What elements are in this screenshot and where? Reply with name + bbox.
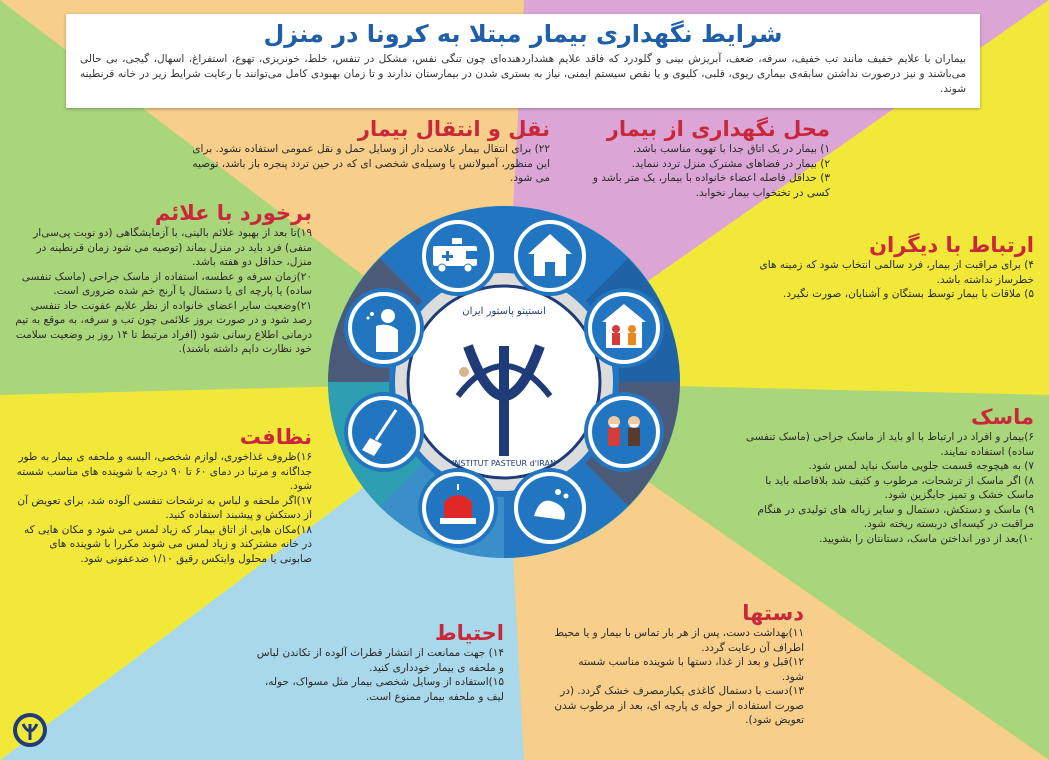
central-wheel xyxy=(318,196,690,568)
list-item: ۶)بیمار و افراد در ارتباط با او باید از ماسک جراحی (ماسک تنفسی ساده) استفاده نمایند. xyxy=(745,431,1034,458)
list-item: ۴) برای مراقبت از بیمار، فرد سالمی انتخاب شود که زمینه های خطرساز نداشته باشد. xyxy=(759,259,1034,286)
list-item: ۱۶)ظروف غذاخوری، لوازم شخصی، البسه و ملحفه ی بیمار به طور جداگانه و مرتبا در دمای ۶۰ تا ۹۰ درجه با شوینده های مناسب شسته شود. xyxy=(16,451,312,492)
masked-family-icon xyxy=(586,394,662,470)
list-item: ۹) ماسک و دستکش، دستمال و سایر زباله های تولیدی در هنگام مراقبت در کیسه‌ای دربسته ریخته شود. xyxy=(757,503,1034,530)
section-mask xyxy=(738,404,1034,546)
section-symptoms xyxy=(14,200,312,357)
section-title: نقل و انتقال بیمار xyxy=(357,117,550,141)
list-item: ۱۹)تا بعد از بهبود علائم بالینی، با آزمایشگاهی (دو نوبت پی‌سی‌ار منفی) فرد باید در منزل بماند (توصیه می شود زمان قرنطینه در منزل، حداقل دو هفته باشد. xyxy=(33,227,312,268)
list-item: ۵) ملاقات با بیمار توسط بستگان و آشنایان، صورت نگیرد. xyxy=(783,288,1034,300)
section-title: نظافت xyxy=(239,425,312,449)
list-item: ۲۲) برای انتقال بیمار علامت دار از وسایل حمل و نقل عمومی استفاده نشود. برای این منظور، آمبولانس یا وسیله‌ی شخصی ای که در حین تردد پنجره باز باشد، توصیه می شود. xyxy=(192,143,550,184)
section-location xyxy=(580,116,830,200)
header-panel xyxy=(66,14,980,108)
list-item: ۱۷)اگر ملحفه و لباس به ترشحات تنفسی آلوده شد، برای تعویض آن از دستکش و پیشبند استفاده کنید. xyxy=(17,494,312,521)
section-title: ارتباط با دیگران xyxy=(869,233,1034,257)
list-item: ۱۵)استفاده از وسایل شخصی بیمار مثل مسواک، حوله، لیف و ملحفه بیمار ممنوع است. xyxy=(264,676,504,703)
institute-logo-icon xyxy=(12,712,48,748)
section-title: دستها xyxy=(742,601,804,625)
list-item: ۱۸)مکان هایی از اتاق بیمار که زیاد لمس می شود و مکان هایی که در خانه مشترکند و زیاد لمس می شوند مکررا با شوینده های صابونی یا محلول وایتکس رقیق ۱/۱۰ ضدعفونی شود. xyxy=(24,523,312,565)
house-icon xyxy=(512,218,588,294)
family-icon xyxy=(586,290,662,366)
section-title: احتیاط xyxy=(434,621,504,645)
page-title: شرایط نگهداری بیمار مبتلا به کرونا در منزل xyxy=(263,20,783,48)
handwash-icon xyxy=(512,470,588,546)
list-item: ۲) بیمار در فضاهای مشترک منزل تردد ننمايد. xyxy=(631,157,830,170)
coughing-person-icon xyxy=(346,290,422,366)
section-caution xyxy=(250,620,504,704)
list-item: ۱۴) جهت ممانعت از انتشار قطرات آلوده از تکاندن لباس و ملحفه ی بیمار خودداری کنید. xyxy=(256,647,504,674)
broom-icon xyxy=(346,394,422,470)
list-item: ۱۱)بهداشت دست، پس از هر بار تماس با بیمار و یا محیط اطراف آن رعایت گردد. xyxy=(554,627,804,654)
section-hands xyxy=(554,600,804,728)
list-item: ۷) به هیچوجه قسمت جلویی ماسک نباید لمس شود. xyxy=(808,460,1034,472)
section-hygiene xyxy=(14,424,312,566)
list-item: ۸) اگر ماسک از ترشحات، مرطوب و کثیف شد بلافاصله باید با ماسک خشک و تمیز جایگزین شود. xyxy=(765,474,1034,501)
list-item: ۲۰)زمان سرفه و عطسه، استفاده از ماسک جراحی (ماسک تنفسی ساده) یا پارچه ای یا دستمال یا آرنج خم شده ضروری است. xyxy=(21,270,312,297)
siren-icon xyxy=(420,470,496,546)
list-item: ۱) بیمار در یک اتاق جدا با تهویه مناسب باشد. xyxy=(632,143,830,155)
logo-text-fa: انستیتو پاستور ایران xyxy=(462,306,546,317)
section-title: برخورد با علائم xyxy=(154,201,312,225)
list-item: ۱۳)دست با دستمال کاغذی یکبارمصرف خشک گردد. (در صورت استفاده از حوله ی پارچه ای، بعد از مرطوب شدن تعویض شود). xyxy=(554,685,804,726)
ambulance-icon xyxy=(420,218,496,294)
intro-text: بیماران با علایم خفیف مانند تب خفیف، سرفه، ضعف، آبریزش بینی و گلودرد که فاقد علایم هشداردهنده‌ای چون تنگی نفس، مشکل در تنفس، خلط، خونریزی، تهوع، استفراغ، اسهال، گیجی، بی حالی می‌باشند و نیز درصورت نداشتن سابقه‌ی بیماری ریوی، قلبی، کلیوی و یا نقص سیستم ایمنی، نیاز به بستری شدن در بیمارستان ندارند و تا زمان بهبودی کامل می‌توانند با رعایت شرایط زیر در خانه قرنطینه شوند. xyxy=(80,53,966,95)
section-contact xyxy=(744,232,1034,302)
section-title: محل نگهداری از بیمار xyxy=(606,117,830,141)
list-item: ۲۱)وضعیت سایر اعضای خانواده از نظر علایم عفونت حاد تنفسی رصد شود و در صورت بروز علائمی چون تب و سرفه، به موقع به تیم درمانی اطلاع رسانی شود (افراد مرتبط تا ۱۴ روز بر وضعیت سلامت خود نظارت دایم داشته باشند). xyxy=(15,299,312,355)
section-transport xyxy=(190,116,550,186)
list-item: ۱۰)بعد از دور انداختن ماسک، دستانتان را بشویید. xyxy=(819,532,1034,545)
list-item: ۱۲)قبل و بعد از غذا، دستها با شوینده مناسب شسته شود. xyxy=(578,656,804,683)
logo-text-en: INSTITUT PASTEUR d'IRAN xyxy=(452,459,556,468)
section-title: ماسک xyxy=(970,405,1034,429)
list-item: ۳) حداقل فاصله اعضاء خانواده با بیمار، یک متر باشد و کسی در تختخواب بیمار نخوابد. xyxy=(592,172,830,199)
